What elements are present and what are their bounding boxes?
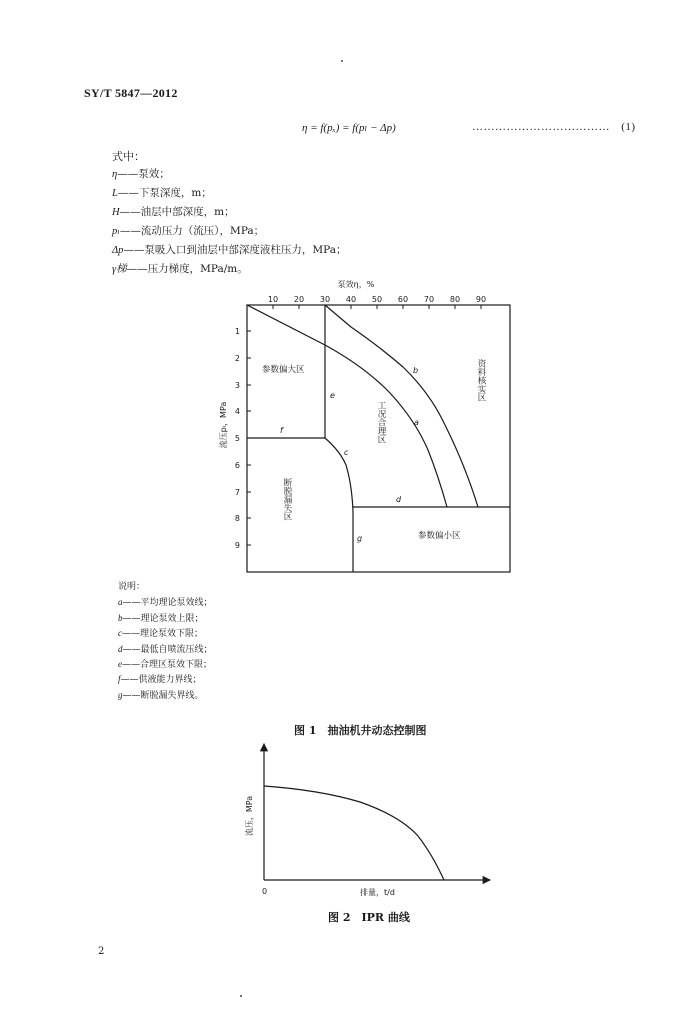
equation-leader: ……………………………… xyxy=(472,121,610,133)
definition-text: ——下泵深度，m； xyxy=(117,187,212,199)
definition-symbol: pₗ xyxy=(112,226,120,237)
region-param-large: 参数偏大区 xyxy=(262,365,305,375)
x-tick-label: 80 xyxy=(449,295,461,304)
legend-text: ——理论泵效上限； xyxy=(122,613,204,624)
y-tick-label: 6 xyxy=(234,461,240,470)
legend-symbol: g xyxy=(118,689,123,700)
y-tick-label: 3 xyxy=(234,381,240,390)
legend-item xyxy=(118,657,213,672)
definition-item xyxy=(112,241,347,260)
legend xyxy=(118,580,213,703)
definition-symbol: γ梯 xyxy=(112,264,127,275)
ipr-curve xyxy=(264,786,444,880)
curve-b-label: b xyxy=(413,366,419,375)
curve-labels xyxy=(280,366,419,543)
definition-item xyxy=(112,184,347,203)
figure1-caption: 图 1 抽油机井动态控制图 xyxy=(294,724,427,737)
y-tick-label: 7 xyxy=(234,488,240,497)
curve-e-label: e xyxy=(330,391,335,400)
scan-speck xyxy=(240,995,242,997)
definition-symbol: η xyxy=(112,169,118,180)
legend-item xyxy=(118,642,213,657)
x-tick-label: 40 xyxy=(345,295,357,304)
x-tick-label: 90 xyxy=(475,295,487,304)
y-tick-label: 5 xyxy=(234,434,240,443)
y-tick-label: 8 xyxy=(234,514,240,523)
definition-text: ——泵吸入口到油层中部深度液柱压力，MPa； xyxy=(123,244,347,256)
definition-list xyxy=(112,165,347,279)
y-tick-labels xyxy=(235,327,240,550)
definition-symbol: L xyxy=(112,188,118,199)
legend-text: ——最低自喷流压线； xyxy=(122,644,213,655)
legend-item xyxy=(118,626,213,641)
legend-text: ——断脱漏失界线。 xyxy=(122,690,204,701)
legend-item xyxy=(118,595,213,610)
equation-formula: η = f(pₓ) = f(pₗ − Δp) xyxy=(302,122,396,134)
equation-label: (1) xyxy=(621,121,636,133)
y-axis-title: 流压pₗ，MPa xyxy=(219,401,228,449)
y-tick-label: 2 xyxy=(234,354,240,363)
x-tick-label: 70 xyxy=(423,295,435,304)
definition-text: ——流动压力（流压），MPa； xyxy=(119,225,265,237)
y-tick-label: 9 xyxy=(234,541,240,550)
definition-item xyxy=(112,203,347,222)
dynamic-control-chart xyxy=(200,275,530,580)
legend-text: ——平均理论泵效线； xyxy=(122,598,213,609)
curve-g-label: g xyxy=(357,534,363,543)
legend-text: ——供液能力界线； xyxy=(120,675,202,686)
region-param-small: 参数偏小区 xyxy=(418,531,461,541)
curve-f-label: f xyxy=(280,426,283,435)
scan-speck xyxy=(341,60,343,62)
legend-symbol: d xyxy=(118,643,123,654)
y-tick-label: 4 xyxy=(234,407,240,416)
definition-text: ——压力梯度，MPa/m。 xyxy=(126,263,248,275)
curve-c-label: c xyxy=(344,448,349,457)
legend-symbol: f xyxy=(118,674,121,685)
y-tick-label: 1 xyxy=(234,327,240,336)
ipr-chart xyxy=(240,738,500,903)
definition-item xyxy=(112,165,347,184)
definition-item xyxy=(112,222,347,241)
region-labels xyxy=(262,358,486,541)
legend-item xyxy=(118,611,213,626)
x-tick-label: 50 xyxy=(371,295,383,304)
x-tick-labels xyxy=(268,295,486,304)
legend-text: ——合理区泵效下限； xyxy=(122,659,213,670)
curve-d-label: d xyxy=(396,495,402,504)
where-label: 式中： xyxy=(112,150,145,163)
legend-item xyxy=(118,688,213,703)
top-axis-title: 泵效η，% xyxy=(337,280,375,289)
x-tick-label: 60 xyxy=(397,295,409,304)
definition-text: ——泵效； xyxy=(117,168,170,180)
x-tick-label: 20 xyxy=(293,295,305,304)
standard-number: SY/T 5847—2012 xyxy=(84,86,178,100)
region-leak: 断脱漏失区 xyxy=(282,478,292,521)
region-reasonable: 工况合理区 xyxy=(376,401,386,444)
legend-symbol: b xyxy=(118,612,123,623)
region-data-check: 资料核实区 xyxy=(476,359,486,402)
y-axis-title: 流压，MPa xyxy=(245,795,254,837)
curve-c-line xyxy=(325,438,353,572)
page-number: 2 xyxy=(98,946,105,957)
x-tick-label: 30 xyxy=(319,295,331,304)
curve-a-label: a xyxy=(414,418,419,427)
legend-item xyxy=(118,672,213,687)
definition-symbol: H xyxy=(112,207,120,218)
definition-symbol: Δp xyxy=(112,245,124,256)
origin-label: 0 xyxy=(262,887,268,896)
legend-symbol: e xyxy=(118,658,122,669)
equation-number xyxy=(472,121,636,133)
legend-text: ——理论泵效下限； xyxy=(122,629,204,640)
legend-title: 说明： xyxy=(118,582,146,592)
legend-symbol: c xyxy=(118,628,122,639)
x-axis-title: 排量，t/d xyxy=(360,888,395,897)
legend-symbol: a xyxy=(118,597,123,608)
curve-a-line xyxy=(247,305,447,507)
figure2-caption: 图 2 IPR 曲线 xyxy=(328,911,410,924)
x-tick-label: 10 xyxy=(267,295,279,304)
definition-text: ——油层中部深度，m； xyxy=(119,206,235,218)
